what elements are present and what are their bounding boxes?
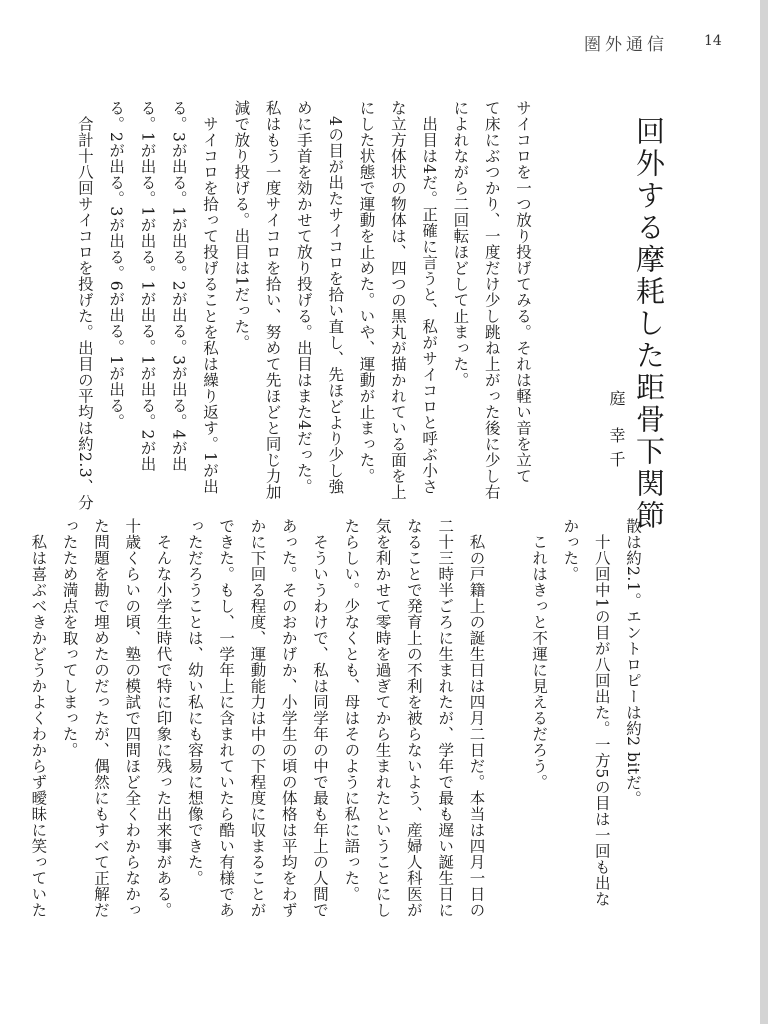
text-line: たらしい。少なくとも、母はそのように私に語った。 — [342, 518, 361, 902]
text-line: 気を利かせて零時を過ぎてから生まれたということにし — [373, 518, 392, 918]
text-line: 出目は4だ。正確に言うと、私がサイコロと呼ぶ小さ — [420, 100, 439, 495]
page-number: 14 — [704, 33, 722, 49]
body-text-bottom — [22, 518, 648, 938]
text-line: 二十三時半ごろに生まれたが、学年で最も遅い誕生日に — [436, 518, 455, 918]
text-line: 4の目が出たサイコロを拾い直し、先ほどより少し強 — [326, 100, 345, 495]
text-line: 散は約2.1。エントロピーは約2 bitだ。 — [624, 518, 642, 807]
text-line: る。1が出る。1が出る。1が出る。1が出る。2が出 — [138, 100, 157, 472]
text-line: て床にぶつかり、一度だけ少し跳ね上がった後に少し右 — [482, 100, 501, 500]
text-line: た問題を勘で埋めたのだったが、偶然にもすべて正解だ — [91, 518, 110, 918]
text-line: によれながら二回転ほどして止まった。 — [451, 100, 470, 388]
text-line — [492, 518, 523, 938]
magazine-title: 圏外通信 — [584, 35, 668, 55]
text-line: る。2が出る。3が出る。6が出る。1が出る。 — [107, 100, 126, 430]
text-line: ったため満点を取ってしまった。 — [60, 518, 79, 758]
text-line: サイコロを一つ放り投げてみる。それは軽い音を立て — [514, 100, 532, 484]
article-title: 回外する摩耗した距骨下関節 — [632, 116, 666, 532]
text-line: できた。もし、一学年上に含まれていたら酷い有様であ — [217, 518, 236, 918]
text-line: これはきっと不運に見えるだろう。 — [530, 518, 549, 790]
text-line: 減で放り投げる。出目は1だった。 — [232, 100, 251, 351]
text-line: 十歳くらいの頃、塾の模試で四問ほど全くわからなかっ — [123, 518, 142, 918]
text-line: そういうわけで、私は同学年の中で最も年上の人間で — [311, 518, 330, 918]
text-line: 合計十八回サイコロを投げた。出目の平均は約2.3、分 — [75, 100, 94, 511]
text-line: 私は喜ぶべきかどうかよくわからず曖昧に笑っていた — [29, 518, 48, 918]
text-line: 私の戸籍上の誕生日は四月二日だ。本当は四月一日の — [467, 518, 486, 918]
author-name: 庭 幸千 — [607, 390, 626, 476]
text-line: 私はもう一度サイコロを拾い、努めて先ほどと同じ力加 — [263, 100, 282, 500]
text-line: る。3が出る。1が出る。2が出る。3が出る。4が出 — [169, 100, 188, 472]
text-line: っただろうことは、幼い私にも容易に想像できた。 — [185, 518, 204, 886]
text-line: かった。 — [561, 518, 580, 582]
body-text-top — [69, 100, 538, 511]
text-line: そんな小学生時代で特に印象に残った出来事がある。 — [154, 518, 173, 918]
text-line: 十八回中1の目が八回出た。一方5の目は一回も出な — [592, 518, 611, 907]
text-line: な立方体状の物体は、四つの黒丸が描かれている面を上 — [388, 100, 407, 500]
text-line: あった。そのおかげか、小学生の頃の体格は平均をわず — [279, 518, 298, 918]
text-line: サイコロを拾って投げることを私は繰り返す。1が出 — [201, 100, 220, 495]
text-line: なることで発育上の不利を被らないよう、産婦人科医が — [404, 518, 423, 918]
page-edge — [760, 0, 768, 1024]
text-line: にした状態で運動を止めた。いや、運動が止まった。 — [357, 100, 376, 484]
text-line: めに手首を効かせて放り投げる。出目はまた4だった。 — [294, 100, 313, 495]
text-line: かに下回る程度、運動能力は中の下程度に収まることが — [248, 518, 267, 918]
